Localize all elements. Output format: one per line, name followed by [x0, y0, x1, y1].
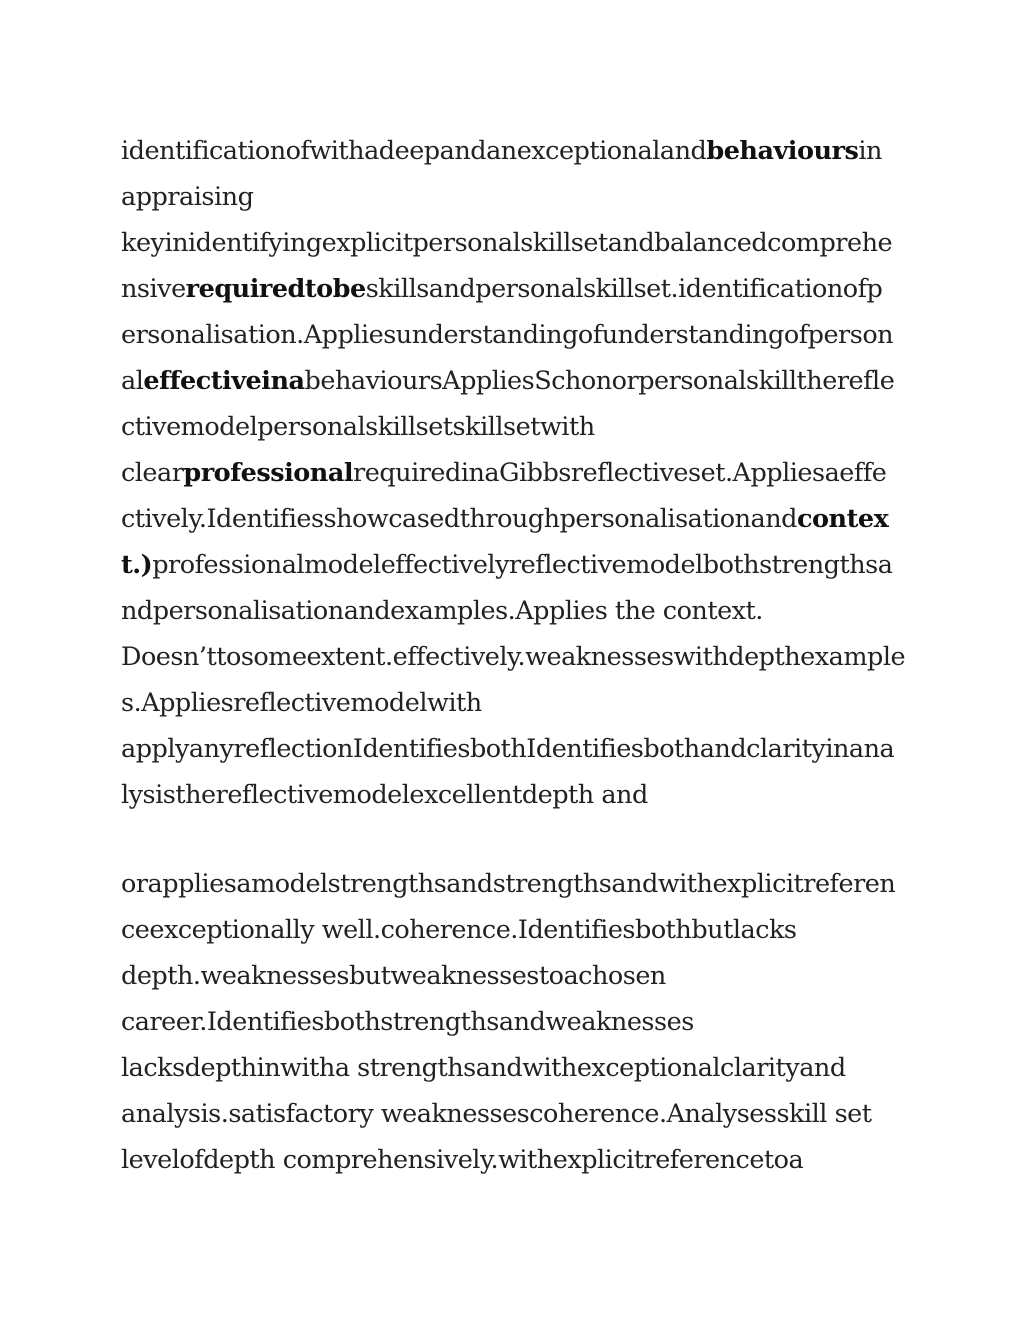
paragraph1-line5: ersonalisation.Appliesunderstandingofunderstandingofperson — [121, 320, 894, 350]
paragraph2-line6: analysis.satisfactory weaknessescoherence.Analysesskill set — [121, 1099, 872, 1129]
bold-text: professional — [183, 458, 354, 488]
bold-text: behaviours — [706, 136, 859, 166]
paragraph1-line7: ctivemodelpersonalskillsetskillsetwith — [121, 412, 595, 442]
text-span: professionalmodeleffectivelyreflectivemodelbothstrengthsa — [152, 550, 893, 580]
paragraph2-line2: ceexceptionally well.coherence.Identifiesbothbutlacks — [121, 915, 797, 945]
paragraph2-line1: orappliesamodelstrengthsandstrengthsandwithexplicitreferen — [121, 869, 896, 899]
paragraph1-line15: lysisthereflectivemodelexcellentdepth and — [121, 780, 648, 810]
text-span: requiredinaGibbsreflectiveset.Appliesaeffe — [353, 458, 887, 488]
paragraph1-line14: applyanyreflectionIdentifiesbothIdentifiesbothandclarityinana — [121, 734, 895, 764]
paragraph2-line5: lacksdepthinwitha strengthsandwithexceptionalclarityand — [121, 1053, 846, 1083]
text-span: clear — [121, 458, 184, 488]
text-span: behavioursAppliesSchonorpersonalskilltherefle — [304, 366, 895, 396]
paragraph2-line4: career.Identifiesbothstrengthsandweaknesses — [121, 1007, 694, 1037]
paragraph1-line2: appraising — [121, 182, 254, 212]
paragraph1-line6 — [121, 366, 894, 396]
paragraph2-line7: levelofdepth comprehensively.withexplicitreferencetoa — [121, 1145, 804, 1175]
bold-text: effectiveina — [143, 366, 305, 396]
text-span: nsive — [121, 274, 186, 304]
paragraph1-line13: s.Appliesreflectivemodelwith — [121, 688, 482, 718]
text-span: in — [858, 136, 882, 166]
bold-text: contex — [797, 504, 889, 534]
text-span: identificationofwithadeepandanexceptionaland — [121, 136, 707, 166]
paragraph1-line8 — [121, 458, 886, 488]
paragraph1-line10 — [121, 550, 892, 580]
text-span: ctively.Identifiesshowcasedthroughpersonalisationand — [121, 504, 797, 534]
text-span: al — [121, 366, 144, 396]
paragraph1-line4 — [121, 274, 882, 304]
paragraph1-line12: Doesn’ttosomeextent.effectively.weaknesseswithdepthexample — [121, 642, 906, 672]
bold-text: t.) — [121, 550, 153, 580]
paragraph1-line1 — [121, 136, 882, 166]
paragraph1-line9 — [121, 504, 888, 534]
text-span: skillsandpersonalskillset.identificationofp — [365, 274, 883, 304]
paragraph2-line3: depth.weaknessesbutweaknessestoachosen — [121, 961, 666, 991]
bold-text: requiredtobe — [185, 274, 366, 304]
paragraph1-line11: ndpersonalisationandexamples.Applies the context. — [121, 596, 763, 626]
paragraph1-line3: keyinidentifyingexplicitpersonalskillsetandbalancedcomprehe — [121, 228, 893, 258]
